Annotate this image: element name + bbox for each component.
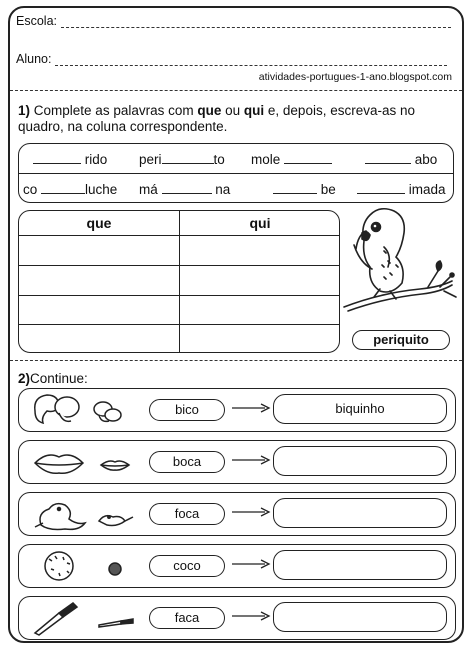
parakeet-icon xyxy=(340,205,460,327)
word-blank[interactable] xyxy=(162,151,214,164)
word-item xyxy=(23,181,117,197)
word-part: luche xyxy=(85,182,118,197)
word-pill: foca xyxy=(149,503,225,525)
student-label: Aluno: xyxy=(16,52,52,66)
word-part: na xyxy=(215,182,231,197)
coconut-icon xyxy=(29,547,139,585)
exercise2-row xyxy=(18,492,456,536)
word-item xyxy=(273,181,336,197)
word-blank[interactable] xyxy=(162,181,212,194)
word-part: imada xyxy=(408,182,446,197)
word-part: mole xyxy=(251,152,281,167)
lips-icon xyxy=(29,443,139,481)
word-pill: coco xyxy=(149,555,225,577)
exercise2-instruction xyxy=(18,371,88,386)
word-box-divider xyxy=(19,173,453,174)
exercise2-number: 2) xyxy=(18,371,31,386)
que-emphasis: que xyxy=(197,103,222,118)
word-blank[interactable] xyxy=(365,151,411,164)
word-box xyxy=(18,143,454,203)
word-item xyxy=(357,181,446,197)
exercise2-row xyxy=(18,544,456,588)
word-part: abo xyxy=(414,152,438,167)
instruction-text-2: e, depois, escreva-as no quadro, na coluna correspondente. xyxy=(18,103,415,134)
answer-box[interactable] xyxy=(273,602,447,632)
instruction-text: Complete as palavras com xyxy=(33,103,198,118)
student-row xyxy=(16,52,447,66)
table-column-divider xyxy=(179,211,180,352)
seal-icon xyxy=(29,495,139,533)
exercise2-row xyxy=(18,596,456,640)
periquito-label: periquito xyxy=(352,330,450,350)
word-part: be xyxy=(320,182,336,197)
word-pill: bico xyxy=(149,399,225,421)
answer-box[interactable] xyxy=(273,550,447,580)
word-blank[interactable] xyxy=(33,151,81,164)
instruction-or: ou xyxy=(221,103,244,118)
word-part: to xyxy=(213,152,225,167)
answer-box[interactable] xyxy=(273,446,447,476)
word-item xyxy=(33,151,107,167)
arrow-right-icon xyxy=(231,558,271,570)
table-header-qui: qui xyxy=(249,215,271,231)
header-divider xyxy=(10,90,462,91)
arrow-right-icon xyxy=(231,402,271,414)
word-pill: faca xyxy=(149,607,225,629)
exercise2-text: Continue: xyxy=(30,371,88,386)
word-blank[interactable] xyxy=(357,181,405,194)
table-row-line xyxy=(19,265,339,266)
website-text: atividades-portugues-1-ano.blogspot.com xyxy=(258,71,452,83)
mushroom-icon xyxy=(29,391,139,429)
word-blank[interactable] xyxy=(41,181,85,194)
word-item xyxy=(251,151,332,167)
arrow-right-icon xyxy=(231,506,271,518)
table-row-line xyxy=(19,295,339,296)
word-item xyxy=(139,181,230,197)
word-part: rido xyxy=(84,152,108,167)
school-row xyxy=(16,14,451,28)
school-field[interactable] xyxy=(61,15,451,28)
arrow-right-icon xyxy=(231,610,271,622)
school-label: Escola: xyxy=(16,14,57,28)
exercise2-row xyxy=(18,388,456,432)
word-part: peri xyxy=(139,152,162,167)
table-row-line xyxy=(19,324,339,325)
exercise1-instruction xyxy=(18,103,458,135)
arrow-right-icon xyxy=(231,454,271,466)
word-blank[interactable] xyxy=(284,151,332,164)
que-qui-table xyxy=(18,210,340,353)
answer-box[interactable]: biquinho xyxy=(273,394,447,424)
exercise1-number: 1) xyxy=(18,103,31,118)
word-blank[interactable] xyxy=(273,181,317,194)
table-row-line xyxy=(19,235,339,236)
student-field[interactable] xyxy=(55,53,447,66)
answer-box[interactable] xyxy=(273,498,447,528)
word-pill: boca xyxy=(149,451,225,473)
exercise2-row xyxy=(18,440,456,484)
qui-emphasis: qui xyxy=(243,103,265,118)
word-part: co xyxy=(23,182,38,197)
section-divider xyxy=(10,360,462,361)
word-item xyxy=(365,151,437,167)
word-part: má xyxy=(139,182,158,197)
word-item xyxy=(139,151,225,167)
table-header-que: que xyxy=(86,215,112,231)
knife-icon xyxy=(29,599,139,637)
